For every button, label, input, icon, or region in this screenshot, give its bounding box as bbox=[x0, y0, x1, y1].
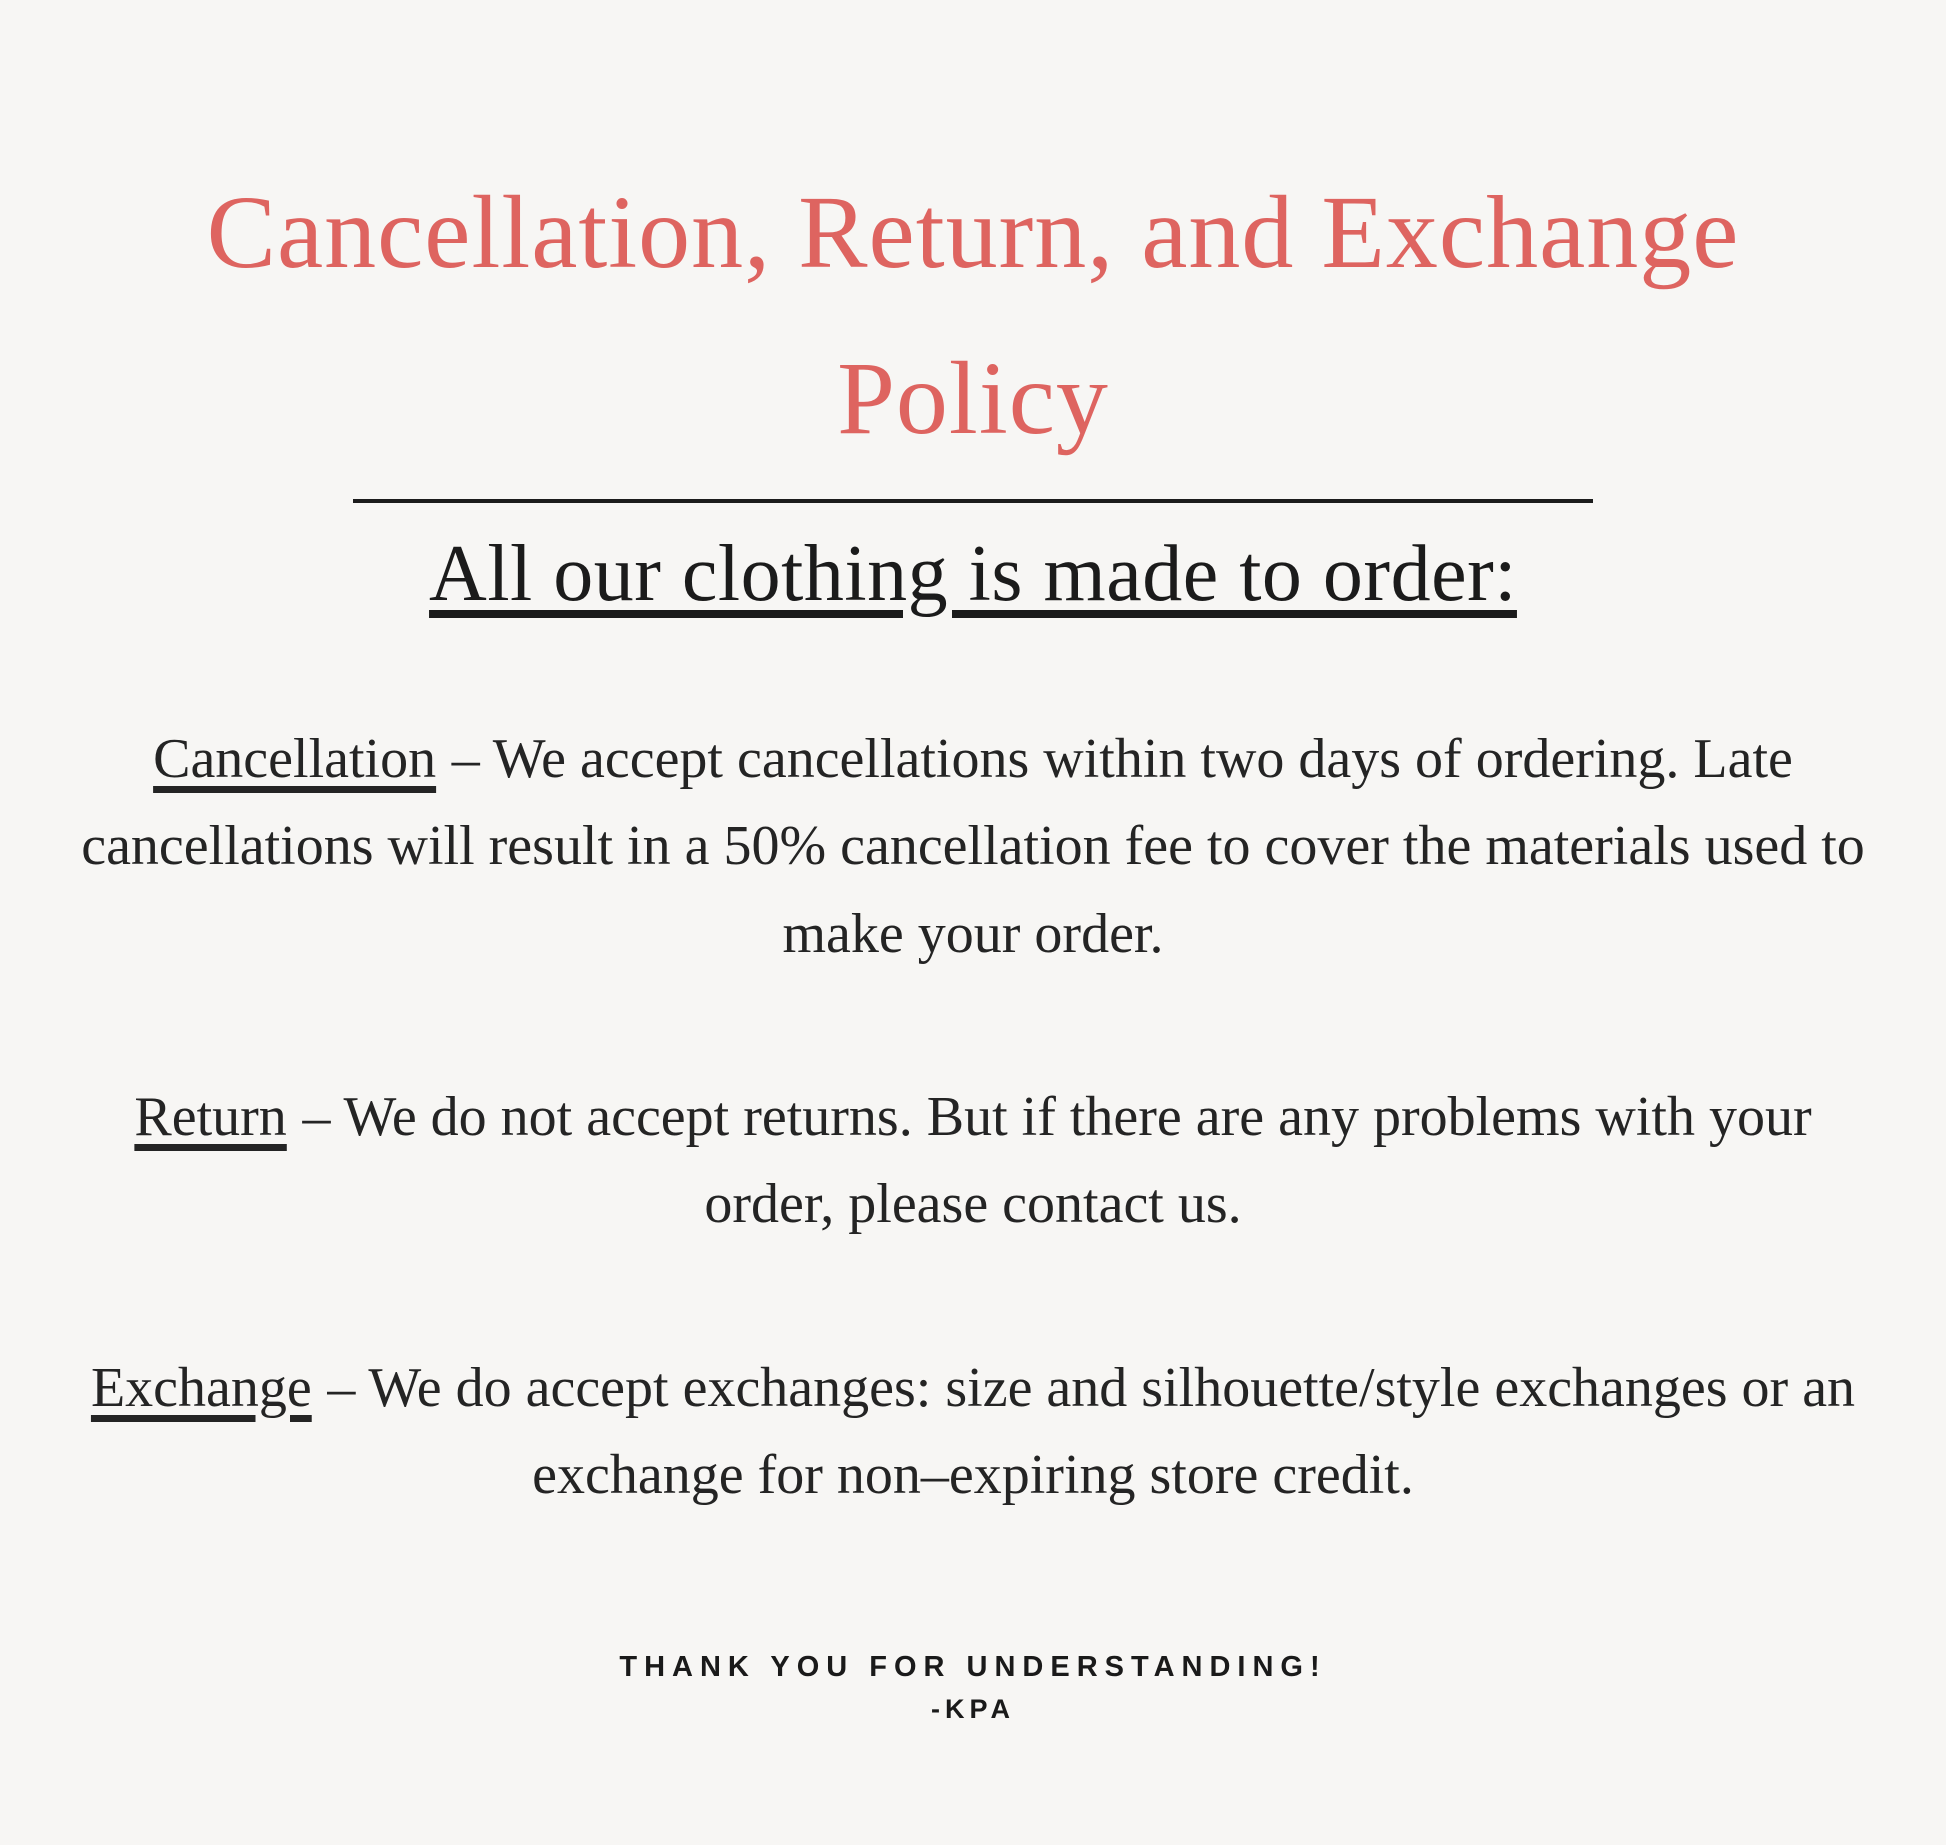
footer bbox=[619, 1651, 1326, 1725]
title-divider-line bbox=[353, 499, 1593, 503]
page-title-line-1: Cancellation, Return, and Exchange bbox=[206, 175, 1740, 290]
footer-thank-you-text: THANK YOU FOR UNDERSTANDING! bbox=[619, 1651, 1327, 1684]
policy-body-return: – We do not accept returns. But if there are any problems with your order, please contact us. bbox=[302, 1085, 1812, 1236]
policy-body-cancellation: – We accept cancellations within two days of ordering. Late cancellations will result in a 50% cancellation fee to cover the materials used to make your order. bbox=[81, 727, 1865, 965]
policy-paragraph-cancellation bbox=[78, 716, 1868, 978]
subtitle-made-to-order: All our clothing is made to order: bbox=[429, 529, 1517, 618]
policy-body-exchange: – We do accept exchanges: size and silhouette/style exchanges or an exchange for non–expiring store credit. bbox=[327, 1356, 1856, 1506]
policy-lead-exchange: Exchange bbox=[90, 1356, 312, 1419]
policy-paragraph-exchange bbox=[78, 1345, 1868, 1520]
footer-signature: -KPA bbox=[930, 1694, 1015, 1725]
policy-lead-cancellation: Cancellation bbox=[153, 727, 437, 790]
policy-lead-return: Return bbox=[134, 1085, 287, 1148]
page-title bbox=[207, 150, 1740, 483]
policy-paragraph-return bbox=[78, 1074, 1868, 1249]
page-title-line-2: Policy bbox=[837, 341, 1109, 457]
